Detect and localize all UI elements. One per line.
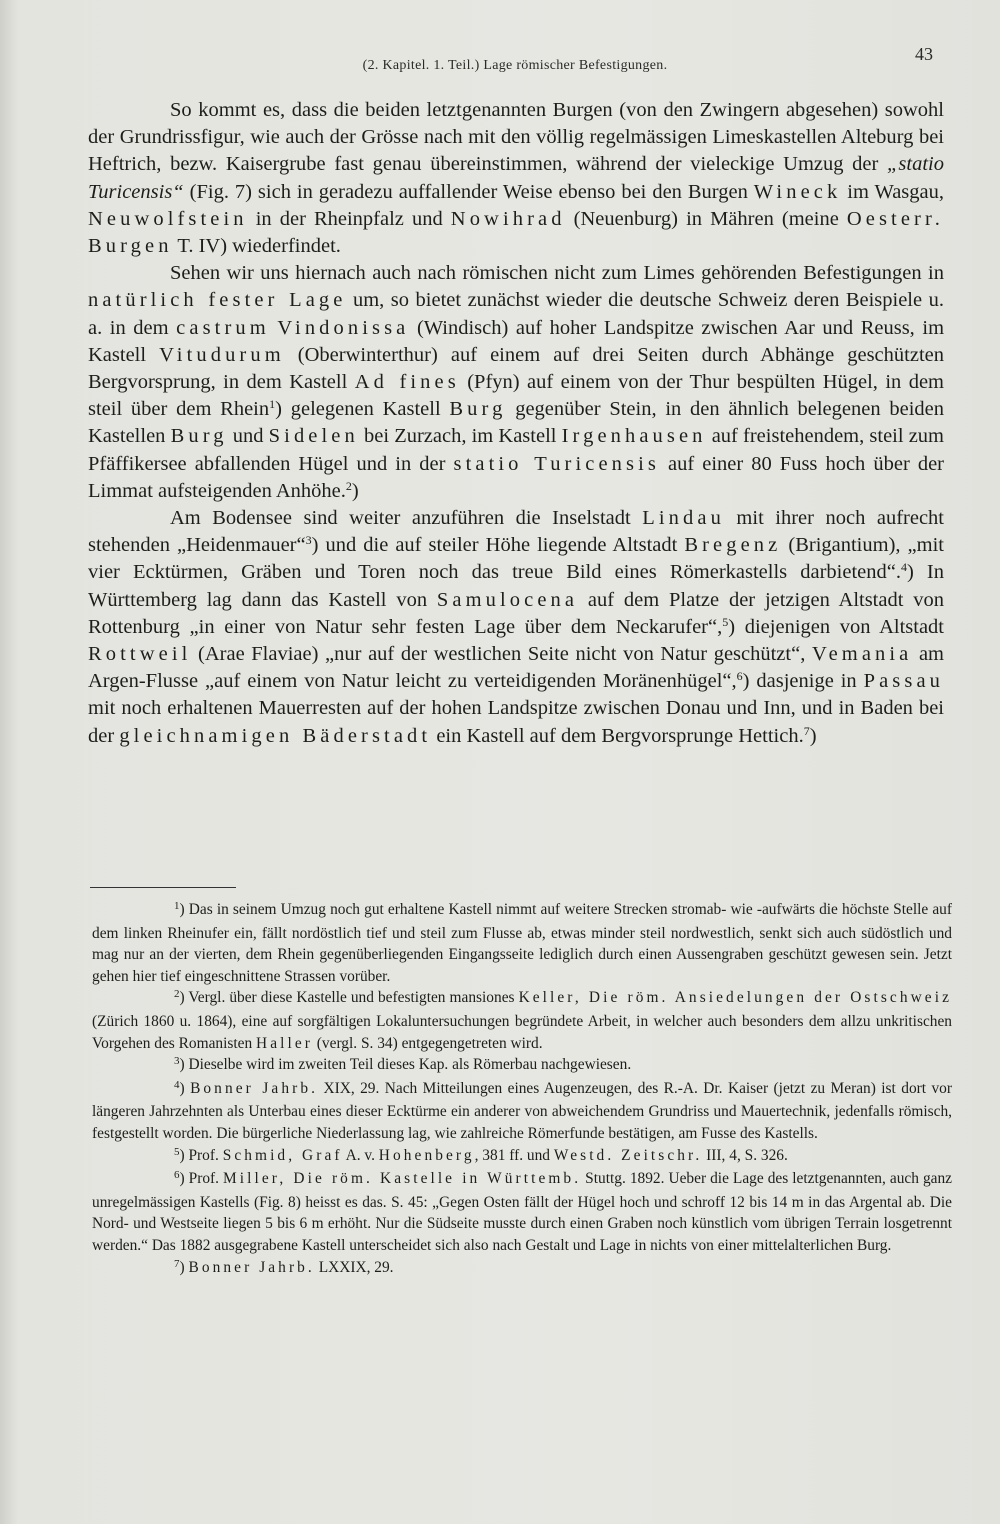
text-run: im Wasgau,	[841, 180, 945, 203]
footnote-marker: 4	[174, 1078, 180, 1091]
emphasis-statio-turicensis: „statio Turicensis“	[88, 153, 944, 203]
text-run: (Fig. 7) sich in geradezu auffallender Weise ebenso bei den Burgen	[183, 180, 754, 203]
text-run: (Oberwinterthur) auf einem auf drei Seiten durch Abhänge geschützten Bergvorsprung, in dem Kastell	[88, 343, 944, 394]
spaced-name-neuwolfstein: Neuwolfstein	[88, 207, 248, 230]
text-run: mit ihrer noch aufrecht stehenden „Heidenmauer“	[88, 507, 945, 557]
footnote-divider	[90, 887, 236, 888]
paragraph-2	[88, 260, 944, 505]
footnote-text: XIX, 29. Nach Mitteilungen eines Augenzeugen, des R.-A. Dr. Kaiser (jetzt zu Meran) ist dort vor längeren Jahrzehnten als Unterbau eines dieser Ecktürme ein anderer von abweichendem Grundriss und Mauertechnik, jedenfalls römisch, festgestellt worden. Die bürgerliche Niederlassung lag, wie zahlreiche Römerfunde bestätigen, am Fusse des Kastells.	[92, 1079, 952, 1142]
spaced-ref-westd-zeitschr: Westd. Zeitschr.	[553, 1146, 703, 1164]
text-run: )	[809, 724, 817, 747]
spaced-name-rottweil: Rottweil	[88, 643, 192, 666]
footnote-marker: 2	[174, 988, 180, 1001]
footnote-text: (Zürich 1860 u. 1864), eine auf sorgfältigen Lokaluntersuchungen begründete Arbeit, in welcher auch besonders dem allzu unkritischen Vorgehen des Romanisten	[92, 1012, 952, 1052]
footnote-marker: 6	[174, 1169, 180, 1182]
footnote-text: ) Prof.	[179, 1146, 223, 1164]
spaced-name-vemania: Vemania	[811, 643, 913, 666]
footnote-text: ) Vergl. über diese Kastelle und befestigten mansiones	[179, 989, 519, 1007]
footnote-ref-3[interactable]: 3	[305, 533, 312, 548]
spaced-name-vindonissa: Vindonissa	[277, 316, 410, 339]
spaced-phrase-gleichnamigen-baederstadt: gleichnamigen Bäderstadt	[119, 724, 432, 747]
text-run: und	[227, 425, 269, 448]
spaced-name-sidelen: Sidelen	[268, 425, 359, 448]
footnote-text: , 381 ff. und	[474, 1146, 554, 1164]
footnote-ref-4[interactable]: 4	[900, 560, 907, 575]
text-run: (Neuenburg) in Mähren (meine	[565, 207, 847, 230]
text-run: ) In Württemberg lag dann das Kastell von	[88, 561, 944, 611]
footnote-1	[92, 899, 952, 987]
spaced-name-irgenhausen: Irgenhausen	[561, 425, 707, 448]
footnote-3	[92, 1054, 952, 1078]
text-run: mit noch erhaltenen Mauerresten auf der hohen Landspitze zwischen Donau und Inn, und in Baden bei der	[88, 697, 944, 747]
paragraph-1	[88, 97, 944, 260]
text-run: Am Bodensee sind weiter anzuführen die Inselstadt	[170, 507, 643, 530]
footnote-marker: 1	[174, 900, 180, 912]
footnote-ref-7[interactable]: 7	[803, 723, 810, 738]
footnote-text: (vergl. S. 34) entgegengetreten wird.	[312, 1034, 543, 1052]
spaced-name-lindau: Lindau	[642, 507, 725, 530]
footnote-text: )	[179, 1258, 189, 1276]
text-run: gegenüber Stein, in den ähnlich belegenen beiden Kastellen	[88, 398, 945, 448]
spaced-name-burg: Burg	[170, 425, 228, 448]
spaced-ref-miller: Miller, Die röm. Kastelle in Württemb.	[223, 1170, 582, 1188]
footnote-marker: 7	[174, 1257, 180, 1270]
spaced-phrase-natuerlich-fester-lage: natürlich fester Lage	[88, 289, 347, 312]
spaced-name-oesterr-burgen: Oesterr. Burgen	[88, 207, 944, 258]
text-run: (Windisch) auf hoher Landspitze zwischen Aar und Reuss, im Kastell	[88, 316, 945, 366]
page-number: 43	[915, 44, 933, 64]
spaced-name-castrum: castrum	[176, 316, 270, 339]
footnote-text: Stuttg. 1892. Ueber die Lage des letztgenannten, auch ganz unregelmässigen Kastells (Fig. 8) heisst es das. S. 45: „Gegen Osten fällt der Hügel hoch und schroff 12 bis 14 m in das Argental ab. Die Nord- und Westseite liegen 5 bis 6 m erhöht. Nur die Südseite musste durch einen Graben noch künstlich vom übrigen Terrain losgetrennt werden.“ Das 1882 ausgegrabene Kastell unterscheidet sich also nach Gestalt und Lage in nichts von einer mittelalterlichen Burg.	[92, 1170, 952, 1254]
text-run: Sehen wir uns hiernach auch nach römischen nicht zum Limes gehörenden Befestigungen in	[170, 262, 944, 285]
footnote-text: )	[179, 1079, 191, 1097]
text-run: in der Rheinpfalz und	[247, 207, 451, 230]
spaced-ref-bonner-jahrb: Bonner Jahrb.	[188, 1258, 315, 1276]
footnote-marker: 3	[174, 1055, 180, 1068]
footnote-7	[92, 1257, 952, 1281]
paragraph-3	[88, 505, 944, 750]
spaced-name-nowihrad: Nowihrad	[450, 207, 566, 230]
spaced-name-vitudurum: Vitudurum	[159, 343, 285, 366]
text-run: So kommt es, dass die beiden letztgenannten Burgen (von den Zwingern abgesehen) sowohl der Grundrissfigur, wie auch der Grösse nach mit den völlig regelmässigen Limeskastellen Alteburg bei Heftrich, bezw. Kaisergrube fast genau übereinstimmen, während der vieleckige Umzug der	[88, 99, 944, 176]
body-text	[88, 97, 944, 750]
text-run: )	[351, 479, 359, 502]
footnote-text: LXXIX, 29.	[314, 1258, 394, 1276]
running-head: (2. Kapitel. 1. Teil.) Lage römischer Befestigungen.	[362, 58, 668, 73]
text-run: um, so bietet zunächst wieder die deutsche Schweiz deren Beispiele u. a. in dem	[88, 289, 944, 339]
text-run: auf einer 80 Fuss hoch über der Limmat aufsteigenden Anhöhe.	[88, 452, 944, 502]
footnote-text: A. v.	[342, 1146, 379, 1164]
footnote-ref-5[interactable]: 5	[722, 614, 729, 629]
text-run: auf freistehendem, steil zum Pfäffikersee abfallenden Hügel und in der	[88, 425, 945, 475]
spaced-name-hohenberg: Hohenberg	[378, 1146, 475, 1164]
spaced-name-statio-turicensis: statio Turicensis	[453, 452, 660, 475]
spaced-name-schmid: Schmid, Graf	[222, 1146, 343, 1164]
spaced-ref-bonner-jahrb: Bonner Jahrb.	[190, 1079, 319, 1097]
text-run: bei Zurzach, im Kastell	[358, 425, 562, 448]
text-run: ) diejenigen von Altstadt	[728, 615, 944, 638]
footnote-text: ) Das in seinem Umzug noch gut erhaltene Kastell nimmt auf weitere Strecken stromab- wie -aufwärts die höchste Stelle auf dem linken Rheinufer ein, fällt nordöstlich tief und steil zum Flusse ab, etwas minder steil nordwestlich, senkt sich auch südöstlich und mag nur an der vierten, dem Rhein gegenüberliegenden Eingangsseite lediglich durch einen Aussengraben geschützt gewesen sein. Jetzt gehen hier tief eingeschnittene Strassen vorüber.	[92, 901, 952, 985]
spaced-name-passau: Passau	[863, 670, 944, 693]
spaced-name-burg: Burg	[449, 398, 507, 421]
text-run: am Argen-Flusse „auf einem von Natur leicht zu verteidigenden Moränenhügel“,	[88, 643, 945, 693]
footnote-2	[92, 987, 952, 1054]
text-run: ein Kastell auf dem Bergvorsprunge Hettich.	[431, 724, 804, 747]
text-run: (Arae Flaviae) „nur auf der westlichen Seite nicht von Natur geschützt“,	[191, 643, 812, 666]
footnote-4	[92, 1078, 952, 1145]
text-run: ) gelegenen Kastell	[275, 398, 450, 421]
footnote-5	[92, 1145, 952, 1169]
spaced-name-wineck: Wineck	[753, 180, 842, 203]
text-run: (Pfyn) auf einem von der Thur bespülten Hügel, in dem steil über dem Rhein	[88, 371, 944, 421]
footnote-text: III, 4, S. 326.	[702, 1146, 788, 1164]
footnotes	[92, 899, 952, 1280]
footnote-ref-2[interactable]: 2	[345, 478, 352, 493]
text-run: ) dasjenige in	[742, 670, 864, 693]
footnote-ref-6[interactable]: 6	[736, 669, 743, 684]
text-run: T. IV) wiederfindet.	[172, 235, 341, 258]
spaced-name-bregenz: Bregenz	[684, 534, 782, 557]
spaced-ref-keller: Keller, Die röm. Ansiedelungen der Ostschweiz	[518, 989, 952, 1007]
footnote-text: ) Prof.	[179, 1170, 224, 1188]
footnote-marker: 5	[174, 1145, 180, 1158]
text-run: ) und die auf steiler Höhe liegende Altstadt	[311, 534, 685, 557]
spaced-name-haller: Haller	[256, 1034, 313, 1052]
text-run: auf dem Platze der jetzigen Altstadt von Rottenburg „in einer von Natur sehr festen Lage über dem Neckarufer“,	[88, 588, 944, 638]
footnote-ref-1[interactable]: 1	[269, 397, 276, 412]
footnote-text: ) Dieselbe wird im zweiten Teil dieses Kap. als Römerbau nachgewiesen.	[179, 1056, 632, 1074]
text-run: (Brigantium), „mit vier Ecktürmen, Gräben und Toren noch das treue Bild eines Römerkastells darbietend“.	[88, 534, 944, 584]
spaced-name-ad-fines: Ad fines	[354, 371, 460, 394]
spaced-name-samulocena: Samulocena	[436, 588, 579, 611]
footnote-6	[92, 1168, 952, 1256]
